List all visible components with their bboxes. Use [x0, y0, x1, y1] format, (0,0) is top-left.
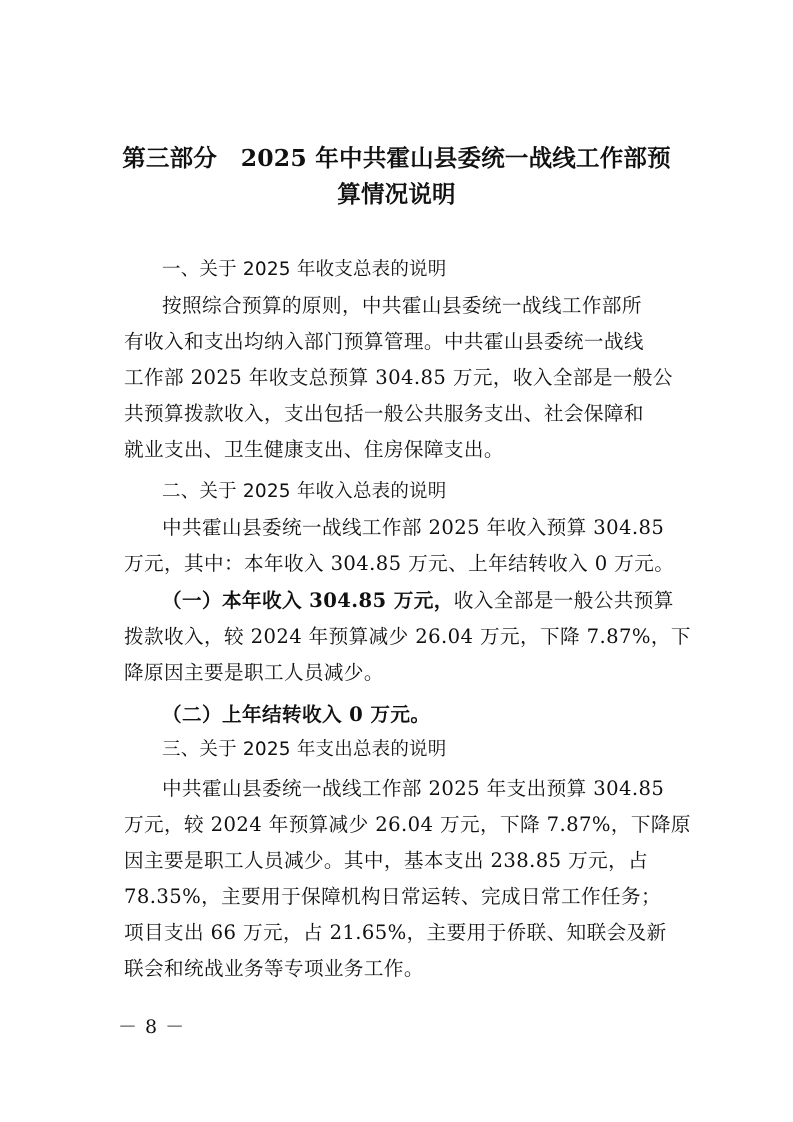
paragraph-line: 工作部 2025 年收支总预算 304.85 万元，收入全部是一般公 — [124, 366, 673, 389]
section-1-heading: 一、关于 2025 年收支总表的说明 — [162, 259, 447, 280]
paragraph-line-item-1 — [162, 586, 712, 616]
paragraph-line: 降原因主要是职工人员减少。 — [124, 661, 384, 684]
item-2-line: （二）上年结转收入 0 万元。 — [162, 703, 431, 726]
paragraph-line: 按照综合预算的原则，中共霍山县委统一战线工作部所 — [162, 294, 642, 317]
document-title-line-2: 算情况说明 — [337, 180, 456, 208]
document-title-line-1: 第三部分 2025 年中共霍山县委统一战线工作部预 — [122, 144, 671, 172]
section-3-heading: 三、关于 2025 年支出总表的说明 — [162, 739, 447, 760]
paragraph-line: 拨款收入，较 2024 年预算减少 26.04 万元，下降 7.87%，下 — [124, 625, 691, 648]
paragraph-line: 中共霍山县委统一战线工作部 2025 年支出预算 304.85 — [162, 777, 665, 800]
section-2-heading: 二、关于 2025 年收入总表的说明 — [162, 481, 447, 502]
paragraph-line: 就业支出、卫生健康支出、住房保障支出。 — [124, 438, 504, 461]
paragraph-line: 联会和统战业务等专项业务工作。 — [124, 957, 424, 980]
page-number: － 8 － — [118, 1016, 186, 1038]
paragraph-line: 共预算拨款收入，支出包括一般公共服务支出、社会保障和 — [124, 402, 644, 425]
paragraph-line: 万元，其中：本年收入 304.85 万元、上年结转收入 0 万元。 — [124, 552, 675, 575]
paragraph-line: 中共霍山县委统一战线工作部 2025 年收入预算 304.85 — [162, 516, 665, 539]
paragraph-line: 有收入和支出均纳入部门预算管理。中共霍山县委统一战线 — [124, 330, 644, 353]
paragraph-line: 万元，较 2024 年预算减少 26.04 万元，下降 7.87%，下降原 — [124, 813, 691, 836]
paragraph-line: 因主要是职工人员减少。其中，基本支出 238.85 万元，占 — [124, 849, 649, 872]
paragraph-line: 78.35%，主要用于保障机构日常运转、完成日常工作任务； — [124, 885, 661, 908]
paragraph-line: 项目支出 66 万元，占 21.65%，主要用于侨联、知联会及新 — [124, 921, 667, 944]
item-1-text: 收入全部是一般公共预算 — [453, 589, 674, 612]
item-1-bold-lead: （一）本年收入 304.85 万元， — [162, 589, 454, 612]
